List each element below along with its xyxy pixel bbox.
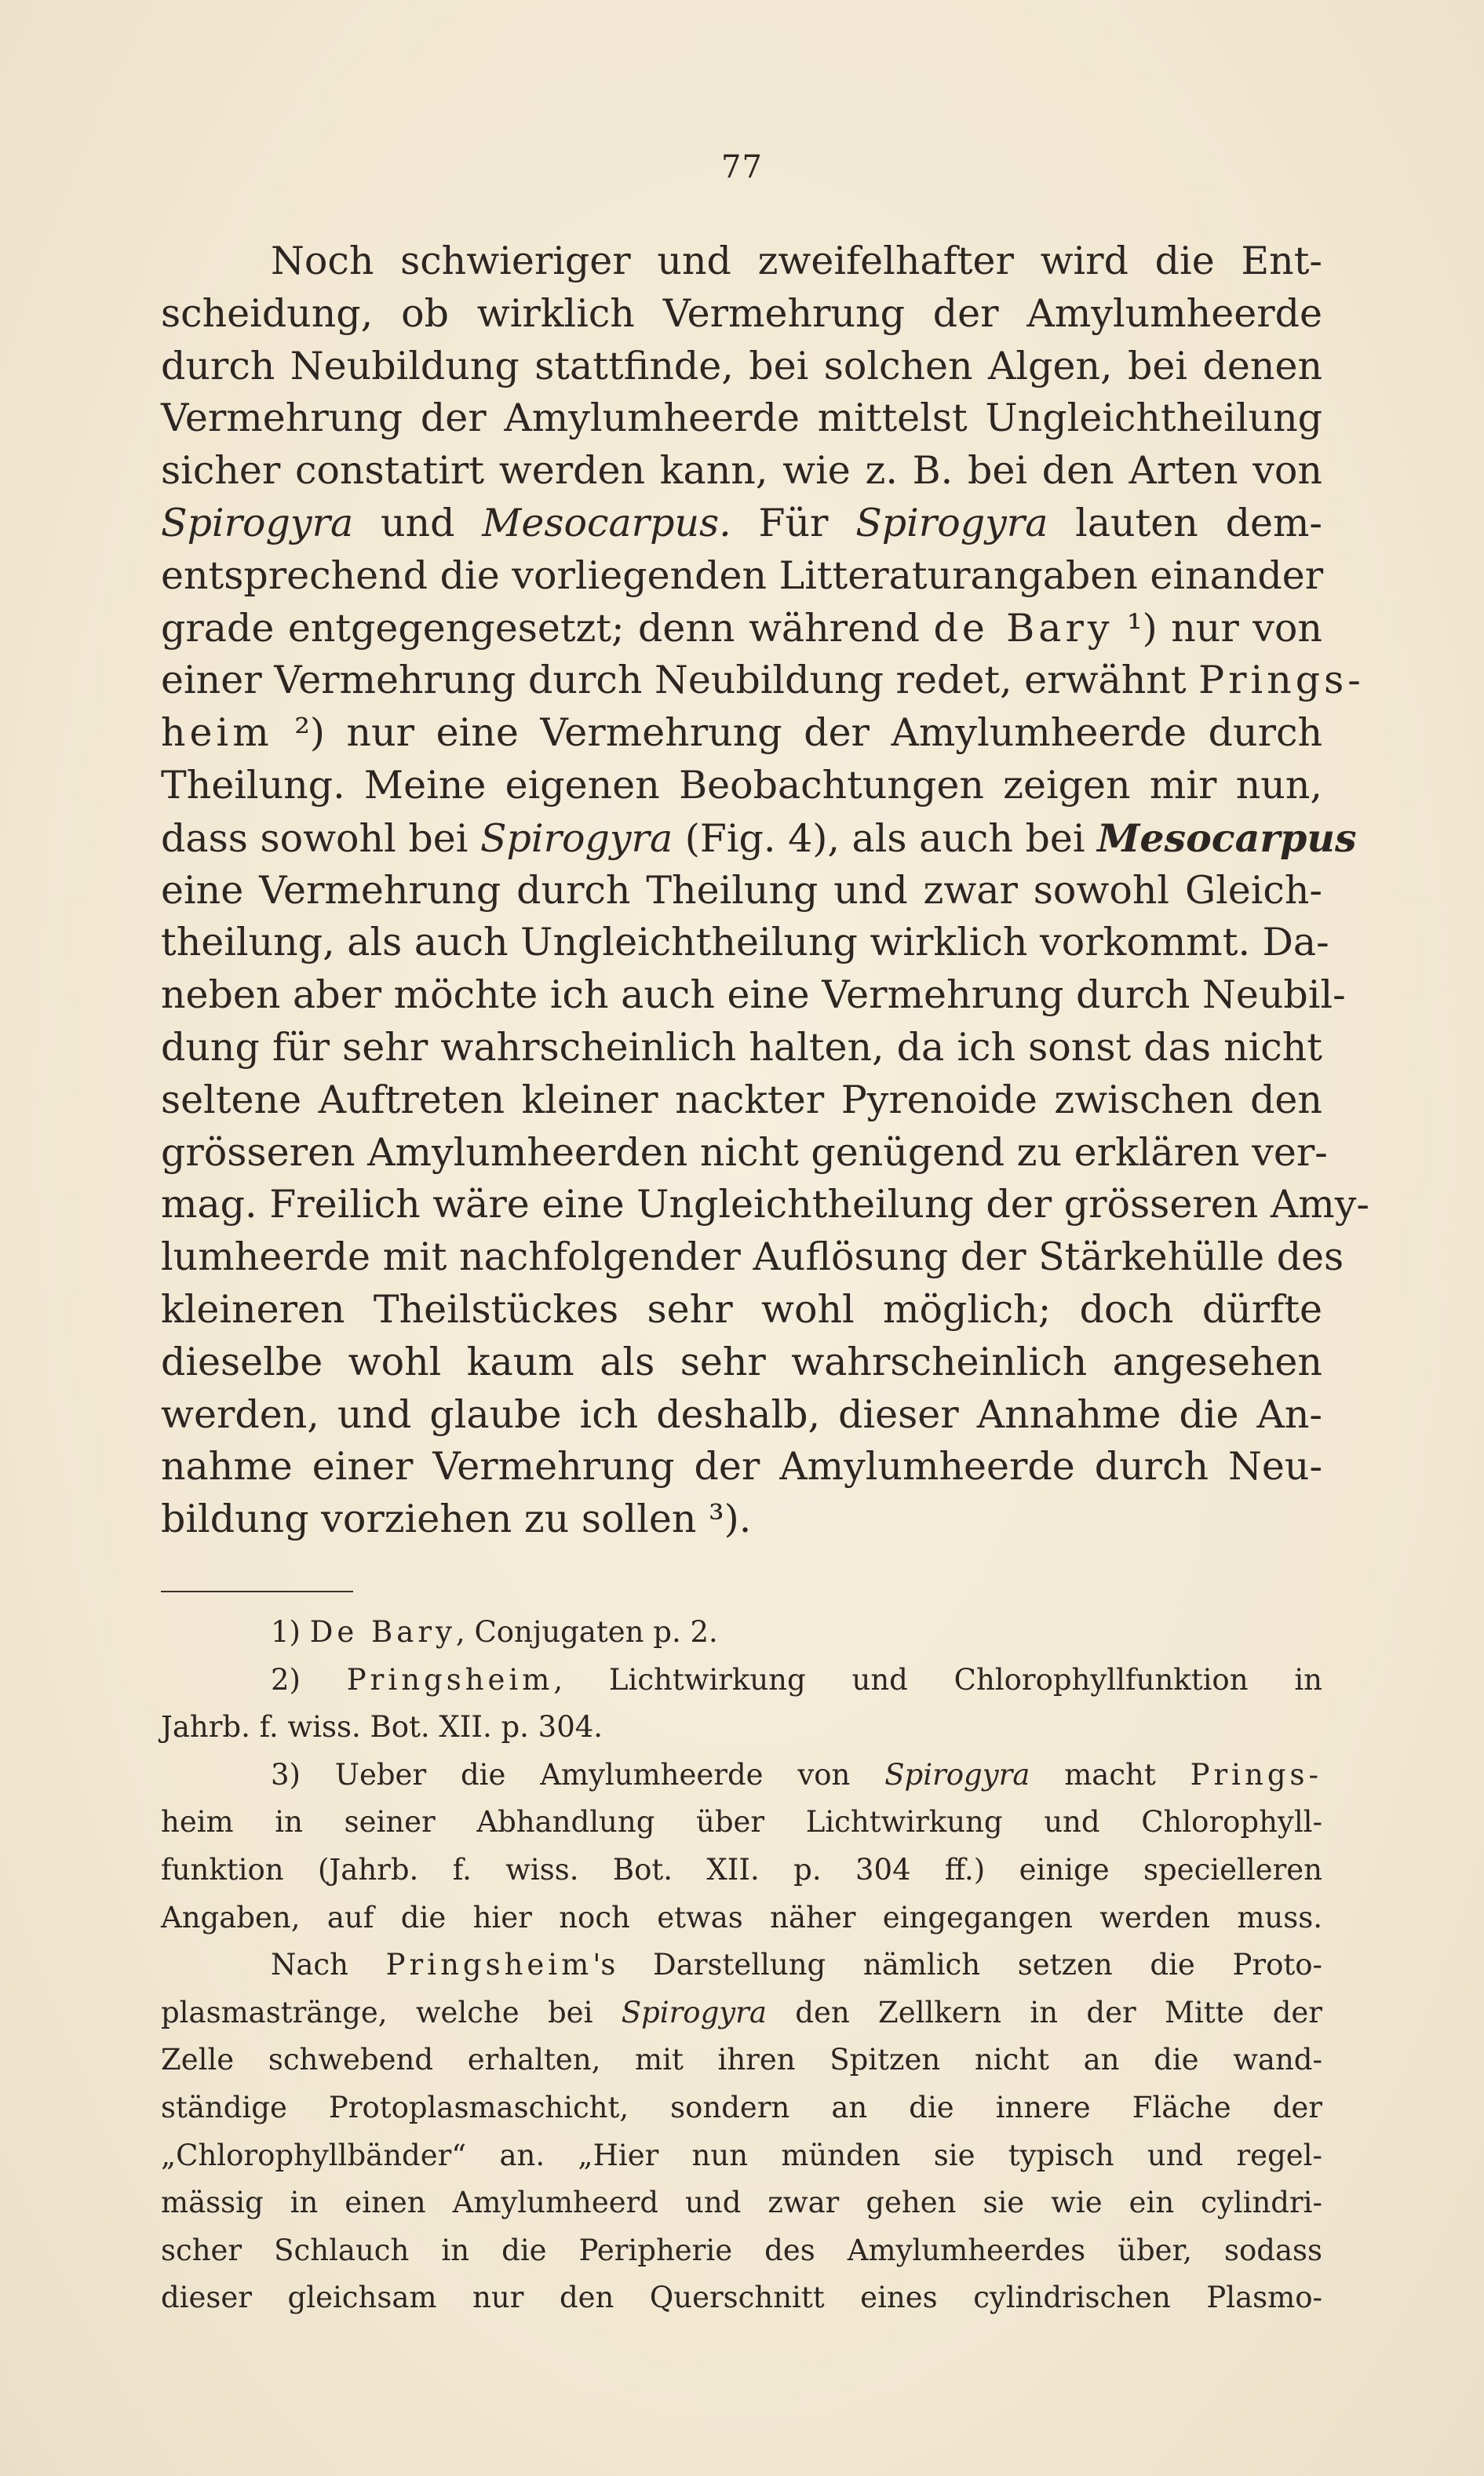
body-text-run: ²) nur eine Vermehrung der Amylumheerde durch (272, 710, 1322, 756)
footnote-text-run: 3) Ueber die Amylumheerde von (271, 1757, 885, 1792)
taxon-name: Spirogyra (161, 500, 354, 545)
footnote-line: ständige Protoplasmaschicht, sondern an die innere Fläche der (161, 2090, 1322, 2124)
body-text-run: (Fig. 4), als auch bei (673, 815, 1098, 861)
footnotes (161, 1609, 1322, 2322)
author-name: de Bary (933, 605, 1114, 651)
footnote-line (161, 1942, 1322, 1989)
body-line: Noch schwieriger und zweifelhafter wird die Ent- (271, 239, 1322, 283)
body-line: mag. Freilich wäre eine Ungleichtheilung der grösseren Amy- (161, 1182, 1369, 1227)
body-line: scheidung, ob wirklich Vermehrung der Amylumheerde (161, 290, 1322, 336)
body-line: durch Neubildung stattfinde, bei solchen Algen, bei denen (161, 343, 1322, 388)
author-name: Prings- (1190, 1757, 1322, 1792)
body-line: grösseren Amylumheerden nicht genügend zu erklären ver- (161, 1129, 1328, 1175)
body-text-run: dass sowohl bei (161, 815, 480, 861)
body-line: bildung vorziehen zu sollen ³). (161, 1497, 752, 1542)
footnote-line (161, 1752, 1322, 1800)
body-text-run: ¹) nur von (1113, 605, 1322, 651)
footnote-rule (161, 1591, 353, 1592)
body-line: lumheerde mit nachfolgender Auflösung der Stärkehülle des (161, 1234, 1344, 1280)
footnote-line: dieser gleichsam nur den Querschnitt eines cylindrischen Plasmo- (161, 2281, 1322, 2315)
body-line: Vermehrung der Amylumheerde mittelst Ungleichtheilung (161, 396, 1322, 441)
footnote-text-run: , Conjugaten p. 2. (455, 1615, 718, 1649)
footnote-line: funktion (Jahrb. f. wiss. Bot. XII. p. 304 ff.) einige specielleren (161, 1852, 1322, 1887)
taxon-name: Mesocarpus (1097, 815, 1357, 861)
footnote-text-run: den Zellkern in der Mitte der (766, 1995, 1322, 2029)
body-line: seltene Auftreten kleiner nackter Pyrenoide zwischen den (161, 1077, 1322, 1122)
body-line: neben aber möchte ich auch eine Vermehrung durch Neubil- (161, 972, 1346, 1018)
body-line: nahme einer Vermehrung der Amylumheerde durch Neu- (161, 1444, 1322, 1490)
body-line: dieselbe wohl kaum als sehr wahrscheinlich angesehen (161, 1339, 1322, 1384)
taxon-name: Spirogyra (621, 1995, 767, 2029)
body-line (161, 812, 1357, 865)
footnote-text-run: plasmastränge, welche bei (161, 1995, 622, 2029)
body-line: eine Vermehrung durch Theilung und zwar sowohl Gleich- (161, 867, 1322, 913)
footnote-line: „Chlorophyllbänder“ an. „Hier nun münden sie typisch und regel- (161, 2138, 1322, 2172)
footnote-text-run: , Lichtwirkung und Chlorophyllfunktion in (553, 1662, 1322, 1697)
author-name: Prings- (1198, 658, 1365, 703)
footnote-text-run: 1) (271, 1615, 310, 1649)
footnote-line: scher Schlauch in die Peripherie des Amylumheerdes über, sodass (161, 2233, 1322, 2267)
footnote-line (161, 1609, 1322, 1657)
author-name: Pringsheim (385, 1948, 593, 1982)
body-line (161, 603, 1322, 655)
taxon-name: Spirogyra (479, 815, 673, 861)
body-line: dung für sehr wahrscheinlich halten, da ich sonst das nicht (161, 1024, 1322, 1070)
body-line: sicher constatirt werden kann, wie z. B. bei den Arten von (161, 448, 1322, 494)
footnote-line: Jahrb. f. wiss. Bot. XII. p. 304. (161, 1710, 603, 1745)
footnote-text-run: 2) (271, 1662, 347, 1697)
footnote-line (161, 1989, 1322, 2037)
body-line (161, 498, 1322, 550)
taxon-name: Spirogyra (855, 500, 1048, 545)
body-line: theilung, als auch Ungleichtheilung wirklich vorkommt. Da- (161, 920, 1329, 965)
author-name: heim (161, 710, 273, 756)
author-name: Pringsheim (346, 1662, 554, 1697)
author-name: De Bary (309, 1615, 456, 1649)
body-line: kleineren Theilstückes sehr wohl möglich; doch dürfte (161, 1286, 1322, 1332)
body-line: werden, und glaube ich deshalb, dieser Annahme die An- (161, 1391, 1322, 1437)
body-line: Theilung. Meine eigenen Beobachtungen zeigen mir nun, (161, 762, 1322, 808)
footnote-line: heim in seiner Abhandlung über Lichtwirkung und Chlorophyll- (161, 1805, 1322, 1840)
main-paragraph (161, 235, 1369, 1546)
page-number: 77 (721, 149, 763, 185)
body-text-run: Für (731, 500, 856, 545)
body-text-run: und (353, 500, 483, 545)
taxon-name: Spirogyra (884, 1757, 1030, 1792)
body-line: entsprechend die vorliegenden Litteraturangaben einander (161, 552, 1324, 598)
taxon-name: Mesocarpus. (482, 500, 731, 545)
body-text-run: lauten dem- (1048, 500, 1322, 545)
footnote-line (161, 1657, 1322, 1705)
footnote-line: mässig in einen Amylumheerd und zwar gehen sie wie ein cylindri- (161, 2186, 1322, 2220)
body-text-run: grade entgegengesetzt; denn während (161, 605, 934, 651)
footnote-text-run: 's Darstellung nämlich setzen die Proto- (593, 1948, 1322, 1982)
body-text-run: einer Vermehrung durch Neubildung redet, erwähnt (161, 658, 1199, 703)
footnote-text-run: Nach (271, 1948, 386, 1982)
body-line (161, 707, 1322, 760)
footnote-text-run: macht (1030, 1757, 1190, 1792)
footnote-line: Zelle schwebend erhalten, mit ihren Spitzen nicht an die wand- (161, 2043, 1322, 2077)
body-line (161, 655, 1365, 707)
footnote-line: Angaben, auf die hier noch etwas näher eingegangen werden muss. (161, 1900, 1322, 1934)
